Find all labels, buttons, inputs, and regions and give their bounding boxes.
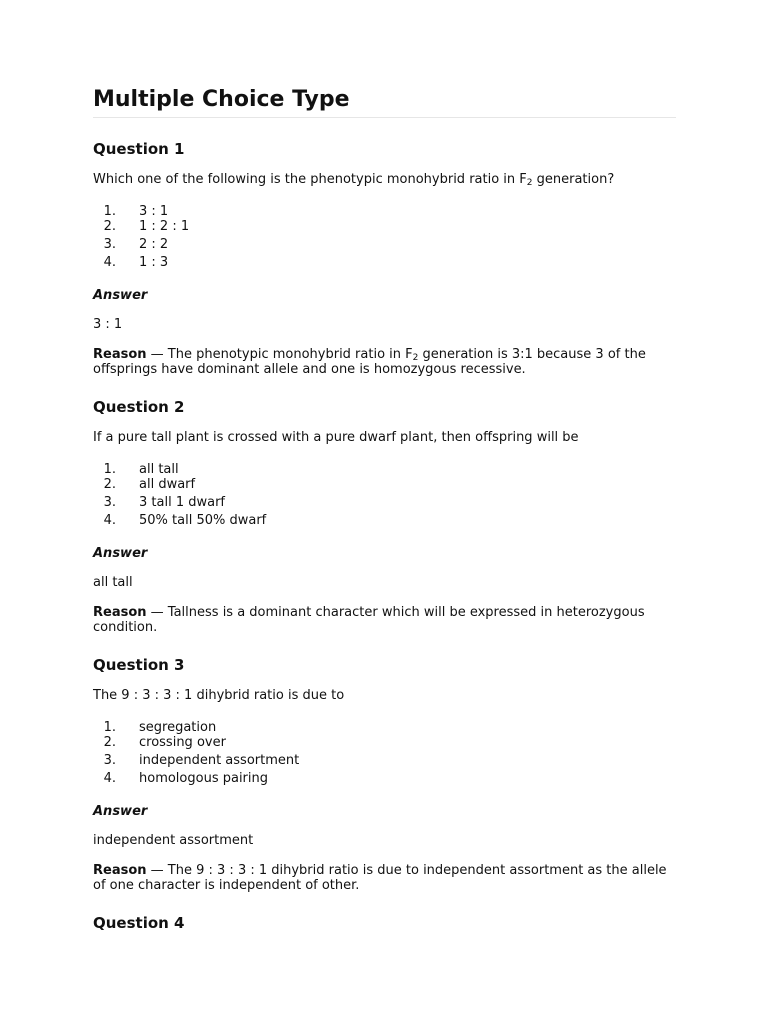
option-text: independent assortment (139, 753, 300, 768)
option-number: 3. (103, 495, 116, 510)
question-3-heading: Question 3 (93, 656, 185, 674)
question-2-answer: all tall (93, 575, 133, 590)
option-item (93, 720, 676, 735)
answer-heading: Answer (93, 288, 148, 303)
option-number: 1. (103, 462, 116, 477)
option-number: 4. (103, 255, 116, 270)
question-2-heading: Question 2 (93, 398, 185, 416)
question-1-reason: Reason — The phenotypic monohybrid ratio in $F_2$ generation is 3:1 because 3 of the offsprings have dominant allele and one is homozygous recessive. (93, 347, 646, 377)
question-3-answer: independent assortment (93, 833, 254, 848)
option-text: all tall (139, 462, 179, 477)
option-item (93, 477, 676, 495)
question-3-reason: Reason — The 9 : 3 : 3 : 1 dihybrid ratio is due to independent assortment as the allele of one character is independent of other. (93, 863, 667, 893)
reason-label: Reason (93, 347, 147, 362)
option-item (93, 771, 676, 786)
reason-label: Reason (93, 605, 147, 620)
option-item (93, 462, 676, 477)
option-number: 2. (103, 735, 116, 750)
question-2-text: If a pure tall plant is crossed with a pure dwarf plant, then offspring will be (93, 430, 579, 445)
question-3-options (93, 720, 676, 786)
option-number: 2. (103, 477, 116, 492)
option-item (93, 495, 676, 513)
option-number: 1. (103, 204, 116, 219)
option-text: 1 : 3 (139, 255, 169, 270)
question-1-options (93, 204, 676, 270)
option-item (93, 237, 676, 255)
question-1-text: Which one of the following is the phenotypic monohybrid ratio in $F_2$ generation? (93, 172, 615, 188)
option-item (93, 513, 676, 528)
option-text: segregation (139, 720, 217, 735)
question-2-options (93, 462, 676, 528)
option-item (93, 219, 676, 237)
option-item (93, 753, 676, 771)
option-number: 3. (103, 753, 116, 768)
page-title: Multiple Choice Type (93, 84, 676, 118)
option-text: 1 : 2 : 1 (139, 219, 190, 234)
option-number: 4. (103, 771, 116, 786)
option-number: 1. (103, 720, 116, 735)
option-text: crossing over (139, 735, 226, 750)
option-number: 3. (103, 237, 116, 252)
option-number: 2. (103, 219, 116, 234)
option-text: homologous pairing (139, 771, 269, 786)
answer-heading: Answer (93, 804, 148, 819)
option-item (93, 204, 676, 219)
option-item (93, 735, 676, 753)
option-text: 3 : 1 (139, 204, 169, 219)
option-text: 3 tall 1 dwarf (139, 495, 225, 510)
option-item (93, 255, 676, 270)
question-1-answer: 3 : 1 (93, 317, 123, 332)
option-text: 50% tall 50% dwarf (139, 513, 267, 528)
option-text: all dwarf (139, 477, 196, 492)
answer-heading: Answer (93, 546, 148, 561)
option-text: 2 : 2 (139, 237, 169, 252)
question-3-text: The 9 : 3 : 3 : 1 dihybrid ratio is due to (93, 688, 345, 703)
question-1-heading: Question 1 (93, 140, 185, 158)
reason-label: Reason (93, 863, 147, 878)
option-number: 4. (103, 513, 116, 528)
question-4-heading: Question 4 (93, 914, 185, 932)
question-2-reason: Reason — Tallness is a dominant character which will be expressed in heterozygous condition. (93, 605, 645, 635)
